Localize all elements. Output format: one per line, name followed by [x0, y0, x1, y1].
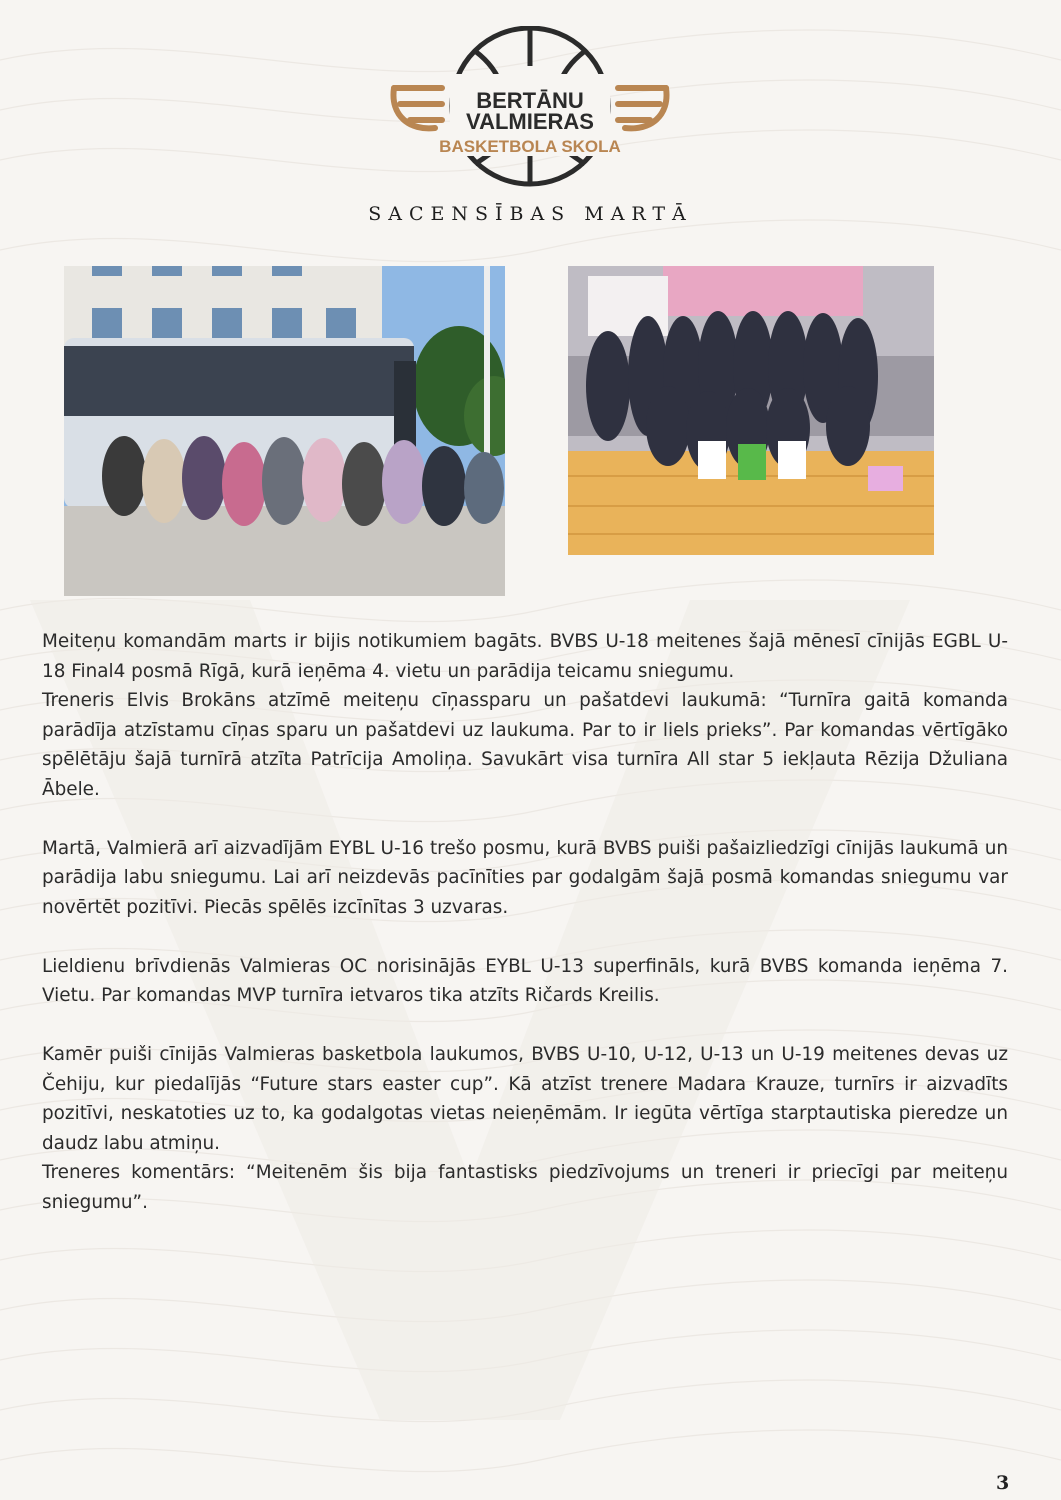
group-photo-bus [64, 266, 505, 596]
article-paragraph: Treneris Elvis Brokāns atzīmē meiteņu cīņassparu un pašatdevi laukumā: “Turnīra gaitā komanda parādīja atzīstamu cīņas sparu un pašatdevi uz laukuma. Par to ir liels prieks”. Par komandas vērtīgāko spēlētāju šajā turnīrā atzīta Patrīcija Amoliņa. Savukārt visa turnīra All star 5 iekļauta Rēzija Džuliana Ābele. [42, 690, 1008, 800]
logo-line3: BASKETBOLA SKOLA [439, 137, 621, 156]
article-body [42, 627, 1008, 1217]
logo-line2: VALMIERAS [466, 109, 594, 134]
page-number: 3 [996, 1472, 1010, 1494]
article-paragraph: Meiteņu komandām marts ir bijis notikumiem bagāts. BVBS U-18 meitenes šajā mēnesī cīnijās EGBL U-18 Final4 posmā Rīgā, kurā ieņēma 4. vietu un parādija teicamu sniegumu. [42, 631, 1008, 682]
article-paragraph: Martā, Valmierā arī aizvadījām EYBL U-16 trešo posmu, kurā BVBS puiši pašaizliedzīgi cīnijās laukumā un parādija labu sniegumu. Lai arī neizdevās pacīnīties par godalgām šajā posmā komandas sniegumu var novērtēt pozitīvi. Piecās spēlēs izcīnītas 3 uzvaras. [42, 837, 1008, 918]
team-photo-court [568, 266, 934, 555]
school-logo [380, 26, 680, 191]
article-paragraph: Treneres komentārs: “Meitenēm šis bija fantastisks piedzīvojums un treneri ir priecīgi par meiteņu sniegumu”. [42, 1162, 1008, 1213]
page-heading: SACENSĪBAS MARTĀ [368, 203, 693, 225]
article-paragraph: Kamēr puiši cīnijās Valmieras basketbola laukumos, BVBS U-10, U-12, U-13 un U-19 meitenes devas uz Čehiju, kur piedalījās “Future stars easter cup”. Kā atzīst trenere Madara Krauze, turnīrs ir aizvadīts pozitīvi, neskatoties uz to, ka godalgotas vietas neieņēmām. Ir iegūta vērtīga starptautiska pieredze un daudz labu atmiņu. [42, 1044, 1008, 1154]
article-paragraph: Lieldienu brīvdienās Valmieras OC norisinājās EYBL U-13 superfināls, kurā BVBS komanda ieņēma 7. Vietu. Par komandas MVP turnīra ietvaros tika atzīts Ričards Kreilis. [42, 955, 1008, 1006]
logo-line1: BERTĀNU [476, 88, 584, 113]
